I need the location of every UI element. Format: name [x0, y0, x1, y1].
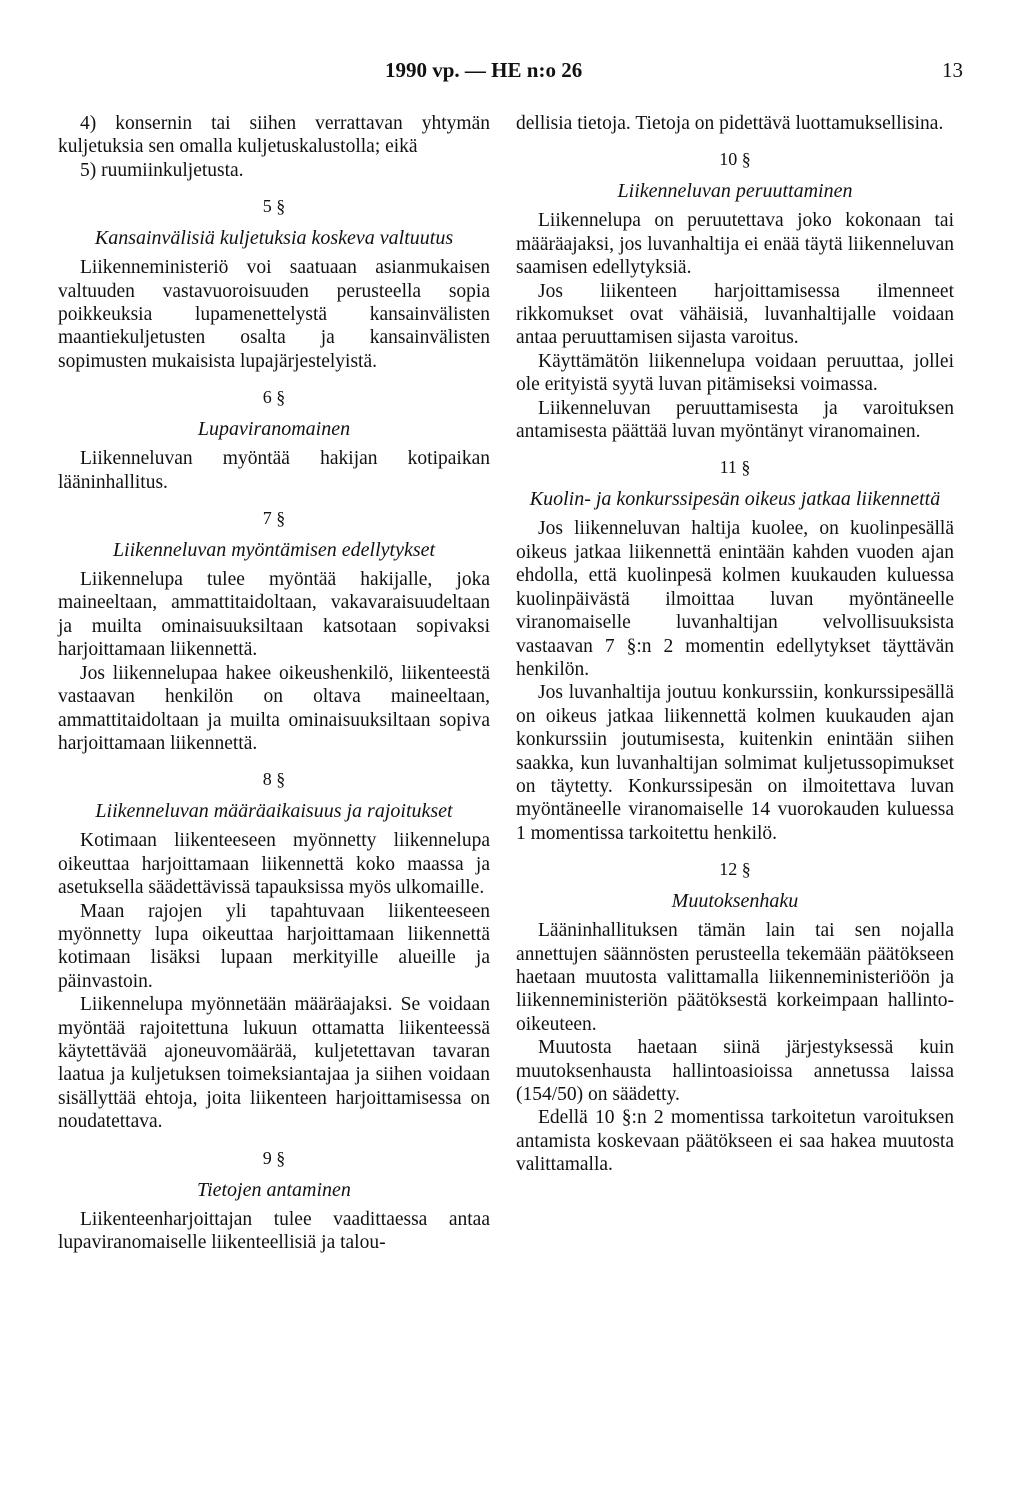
header-title: 1990 vp. — HE n:o 26	[385, 58, 583, 82]
section-paragraph: Muutosta haetaan siinä järjestyksessä kuin muutoksenhausta hallintoasioissa annetussa laissa (154/50) on säädetty.	[516, 1037, 954, 1105]
section-paragraph: Jos liikenteen harjoittamisessa ilmenneet rikkomukset ovat vähäisiä, luvanhaltijalle voidaan antaa peruuttamisen sijasta varoitus.	[516, 280, 954, 349]
section-7-header	[58, 506, 490, 562]
list-item-4: 4) konsernin tai siihen verrattavan yhtymän kuljetuksia sen omalla kuljetuskalustolla; eikä	[58, 113, 490, 158]
section-10-header	[516, 147, 954, 203]
left-column	[58, 112, 490, 1254]
section-12-header	[516, 857, 954, 913]
continued-paragraph: dellisia tietoja. Tietoja on pidettävä luottamuksellisina.	[516, 113, 944, 134]
section-8-header	[58, 767, 490, 823]
section-11-header	[516, 455, 954, 511]
section-paragraph: Edellä 10 §:n 2 momentissa tarkoitetun varoituksen antamista koskevaan päätökseen ei saa hakea muutosta valittamalla.	[516, 1107, 954, 1176]
right-column	[516, 112, 954, 1177]
section-heading: Liikenneluvan myöntämisen edellytykset	[112, 539, 436, 562]
section-paragraph: Lääninhallituksen tämän lain tai sen nojalla annettujen säännösten perusteella tekemään päätökseen haetaan muutosta valittamalla liikenneministeriöön ja liikenneministeriön päätöksestä korkeimpaan hallinto-oikeuteen.	[516, 920, 954, 1035]
section-number: 8 §	[262, 769, 286, 790]
section-paragraph: Jos liikenneluvan haltija kuolee, on kuolinpesällä oikeus jatkaa liikennettä enintään kahden vuoden ajan ehdolla, että kuolinpesä kolmen kuukauden kuluessa kuolinpäivästä ilmoittaa luvan myöntäneelle viranomaiselle luvanhaltijan velvollisuuksista vastaavan 7 §:n 2 momentin edellytykset täyttävän henkilön.	[516, 518, 954, 680]
section-paragraph: Liikenneministeriö voi saatuaan asianmukaisen valtuuden vastavuoroisuuden perusteella sopia poikkeuksia lupamenettelystä kansainvälisten maantiekuljetusten osalta ja kansainvälisten sopimusten mukaisista lupajärjestelyistä.	[58, 257, 490, 372]
list-item-5: 5) ruumiinkuljetusta.	[80, 159, 244, 181]
section-number: 7 §	[262, 508, 286, 529]
section-number: 12 §	[719, 859, 751, 880]
section-paragraph: Jos luvanhaltija joutuu konkurssiin, konkurssipesällä on oikeus jatkaa liikennettä kolmen kuukauden ajan konkurssiin joutumisesta, kuitenkin enintään siihen saakka, kun luvanhaltijan solmimat kuljetussopimukset on täytetty. Konkurssipesän on ilmoitettava luvan myöntäneelle viranomaiselle 14 vuorokauden kuluessa 1 momentissa tarkoitettu henkilö.	[516, 682, 954, 844]
section-paragraph: Käyttämätön liikennelupa voidaan peruuttaa, jollei ole erityistä syytä luvan pitämiseksi voimassa.	[516, 350, 954, 396]
section-paragraph: Liikennelupa on peruutettava joko kokonaan tai määräajaksi, jos luvanhaltija ei enää täytä liikenneluvan saamisen edellytyksiä.	[516, 210, 954, 279]
section-9-header	[58, 1146, 490, 1202]
section-paragraph: Maan rajojen yli tapahtuvaan liikenteeseen myönnetty lupa oikeuttaa harjoittamaan liikennettä kotimaan lisäksi lupaan merkityille alueille ja päinvastoin.	[58, 900, 490, 992]
page-number: 13	[942, 58, 963, 82]
section-heading: Liikenneluvan määräaikaisuus ja rajoitukset	[95, 800, 453, 823]
section-heading: Lupaviranomainen	[197, 418, 351, 441]
section-heading: Kuolin- ja konkurssipesän oikeus jatkaa liikennettä	[529, 488, 941, 511]
section-number: 9 §	[262, 1147, 286, 1168]
section-5-header	[58, 194, 490, 250]
section-paragraph: Liikenneluvan peruuttamisesta ja varoituksen antamisesta päättää luvan myöntänyt viranomainen.	[516, 397, 954, 443]
section-heading: Kansainvälisiä kuljetuksia koskeva valtuutus	[94, 227, 454, 250]
section-heading: Tietojen antaminen	[197, 1178, 351, 1201]
section-paragraph: Liikenneluvan myöntää hakijan kotipaikan lääninhallitus.	[58, 448, 490, 493]
section-heading: Liikenneluvan peruuttaminen	[617, 180, 853, 203]
section-paragraph: Liikennelupa tulee myöntää hakijalle, joka maineeltaan, ammattitaidoltaan, vakavaraisuudeltaan ja muilta ominaisuuksiltaan katsotaan sopivaksi harjoittamaan liikennettä.	[58, 569, 490, 661]
section-paragraph: Liikennelupa myönnetään määräajaksi. Se voidaan myöntää rajoitettuna lukuun ottamatta liikenteessä käytettävää ajoneuvomäärää, kuljetettavan tavaran laatua ja kuljetuksen toimeksiantajaa ja siihen voidaan sisällyttää ehtoja, joita liikenteen harjoittamisessa on noudatettava.	[58, 994, 490, 1133]
section-paragraph: Jos liikennelupaa hakee oikeushenkilö, liikenteestä vastaavan henkilön on oltava maineeltaan, ammattitaidoltaan ja muilta ominaisuuksiltaan sopiva harjoittamaan liikennettä.	[58, 662, 490, 754]
section-paragraph: Kotimaan liikenteeseen myönnetty liikennelupa oikeuttaa harjoittamaan liikennettä koko maassa ja asetuksella säädettävissä tapauksissa myös ulkomaille.	[58, 830, 490, 899]
section-number: 11 §	[719, 457, 751, 478]
section-number: 5 §	[262, 196, 286, 217]
section-6-header	[58, 385, 490, 441]
section-number: 10 §	[719, 149, 751, 170]
section-paragraph: Liikenteenharjoittajan tulee vaadittaessa antaa lupaviranomaiselle liikenteellisiä ja talou-	[58, 1208, 490, 1253]
section-heading: Muutoksenhaku	[671, 890, 799, 913]
section-number: 6 §	[262, 387, 286, 408]
